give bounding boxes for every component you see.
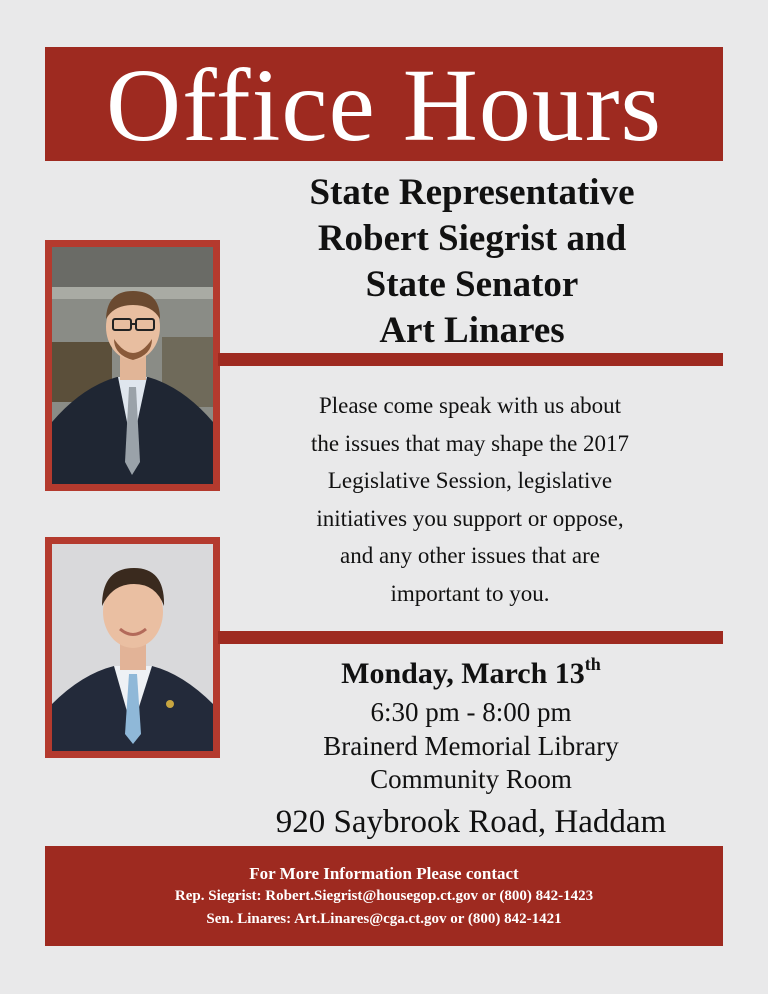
event-room: Community Room	[370, 764, 572, 794]
event-day-suffix: th	[584, 654, 601, 674]
event-time: 6:30 pm - 8:00 pm	[370, 697, 572, 727]
contact-footer	[45, 846, 723, 946]
event-venue: Brainerd Memorial Library	[323, 730, 619, 761]
officials-line: Art Linares	[379, 310, 565, 351]
officials-line: State Senator	[365, 264, 579, 305]
contact-siegrist: Rep. Siegrist: Robert.Siegrist@housegop.ct.gov or (800) 842-1423	[174, 888, 594, 904]
contact-heading: For More Information Please contact	[249, 864, 519, 883]
officials-line: Robert Siegrist and	[317, 218, 627, 259]
invitation-line: Legislative Session, legislative	[327, 468, 613, 493]
divider-rule	[218, 631, 723, 644]
event-date	[262, 652, 680, 696]
invitation-line: initiatives you support or oppose,	[316, 505, 624, 531]
invitation-line: the issues that may shape the 2017	[310, 430, 630, 456]
invitation-text	[262, 387, 678, 612]
invitation-line: Please come speak with us about	[318, 393, 622, 418]
invitation-line: and any other issues that are	[340, 543, 600, 568]
invitation-line: important to you.	[390, 580, 550, 606]
linares-portrait	[52, 544, 213, 751]
siegrist-portrait	[52, 247, 213, 484]
title-banner	[45, 47, 723, 161]
divider-rule	[218, 353, 723, 366]
officials-line: State Representative	[309, 172, 635, 213]
event-day: Monday, March 13	[341, 657, 585, 690]
officials-heading	[250, 170, 694, 354]
event-details	[262, 652, 680, 844]
linares-photo	[45, 537, 220, 758]
siegrist-photo	[45, 240, 220, 491]
event-address: 920 Saybrook Road, Haddam	[275, 803, 667, 840]
contact-linares: Sen. Linares: Art.Linares@cga.ct.gov or (800) 842-1421	[206, 911, 562, 927]
page-title: Office Hours	[106, 48, 662, 163]
